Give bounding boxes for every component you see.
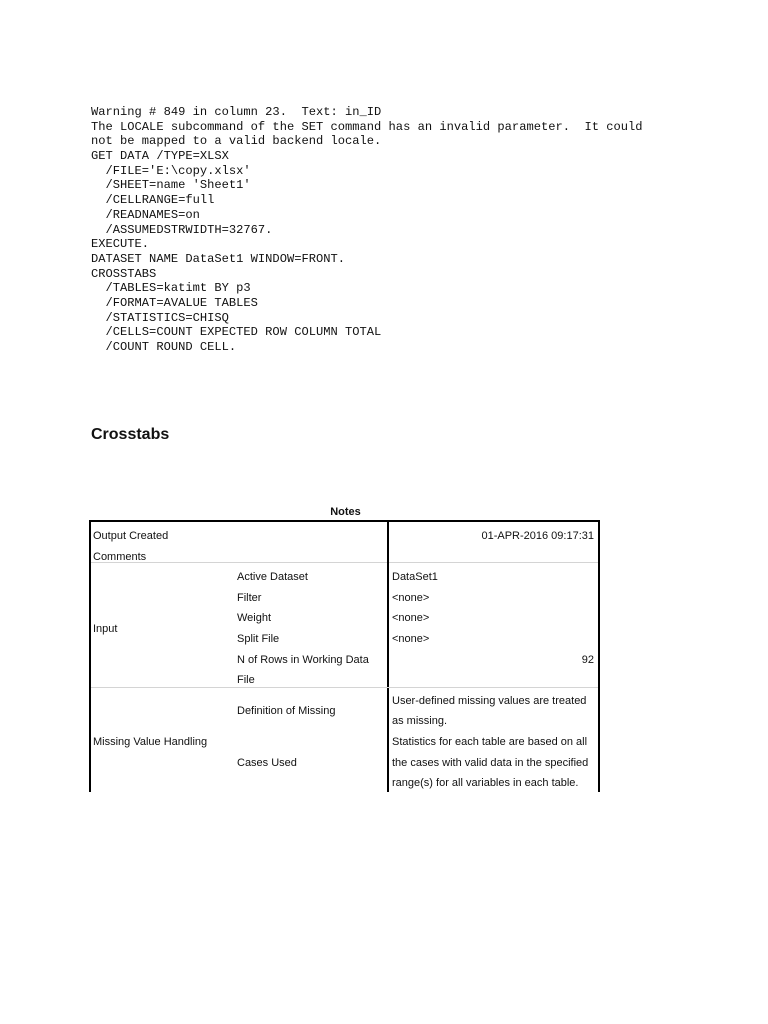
syntax-line: /READNAMES=on (91, 207, 200, 222)
section-heading: Crosstabs (91, 426, 170, 443)
cases-used-value: Statistics for each table are based on all (392, 736, 588, 748)
n-rows-label-continued: File (237, 674, 255, 686)
comments-label: Comments (93, 551, 147, 563)
table-right-border (598, 520, 600, 792)
weight-value: <none> (392, 612, 430, 624)
cases-used-label: Cases Used (237, 757, 297, 769)
cases-used-value-continued: range(s) for all variables in each table. (392, 777, 579, 789)
syntax-line: /STATISTICS=CHISQ (91, 310, 229, 325)
definition-of-missing-label: Definition of Missing (237, 705, 336, 717)
syntax-line: /FORMAT=AVALUE TABLES (91, 295, 258, 310)
missing-value-handling-label: Missing Value Handling (93, 736, 208, 748)
syntax-line: /FILE='E:\copy.xlsx' (91, 163, 251, 178)
syntax-line: The LOCALE subcommand of the SET command has an invalid parameter. It could (91, 119, 643, 134)
syntax-line: Warning # 849 in column 23. Text: in_ID (91, 105, 382, 119)
active-dataset-value: DataSet1 (392, 571, 438, 583)
filter-value: <none> (392, 592, 430, 604)
syntax-line: /SHEET=name 'Sheet1' (91, 178, 251, 193)
definition-of-missing-value-continued: as missing. (392, 715, 448, 727)
syntax-line: EXECUTE. (91, 237, 150, 252)
table-top-border (89, 520, 600, 522)
syntax-line: /COUNT ROUND CELL. (91, 340, 237, 354)
table-left-border (89, 520, 91, 792)
syntax-line: not be mapped to a valid backend locale. (91, 134, 382, 149)
syntax-line: /TABLES=katimt BY p3 (91, 281, 251, 296)
output-created-value: 01-APR-2016 09:17:31 (481, 530, 594, 542)
n-rows-label: N of Rows in Working Data (237, 654, 369, 666)
notes-table-title: Notes (330, 506, 361, 518)
n-rows-value: 92 (581, 654, 594, 666)
syntax-log (91, 105, 643, 355)
syntax-line: DATASET NAME DataSet1 WINDOW=FRONT. (91, 251, 346, 266)
split-file-label: Split File (237, 633, 280, 645)
output-created-label: Output Created (93, 530, 169, 542)
syntax-line: /CELLS=COUNT EXPECTED ROW COLUMN TOTAL (91, 325, 382, 340)
syntax-line: /CELLRANGE=full (91, 193, 215, 208)
active-dataset-label: Active Dataset (237, 571, 308, 583)
definition-of-missing-value: User-defined missing values are treated (392, 695, 587, 707)
syntax-line: /ASSUMEDSTRWIDTH=32767. (91, 222, 273, 237)
weight-label: Weight (237, 612, 272, 624)
split-file-value: <none> (392, 633, 430, 645)
row-separator (389, 562, 598, 563)
cases-used-value-continued: the cases with valid data in the specified (392, 757, 589, 769)
notes-table (89, 520, 600, 792)
row-separator (91, 687, 598, 688)
syntax-line: GET DATA /TYPE=XLSX (91, 149, 229, 164)
syntax-line: CROSSTABS (91, 266, 157, 281)
filter-label: Filter (237, 592, 262, 604)
input-label: Input (93, 623, 118, 635)
